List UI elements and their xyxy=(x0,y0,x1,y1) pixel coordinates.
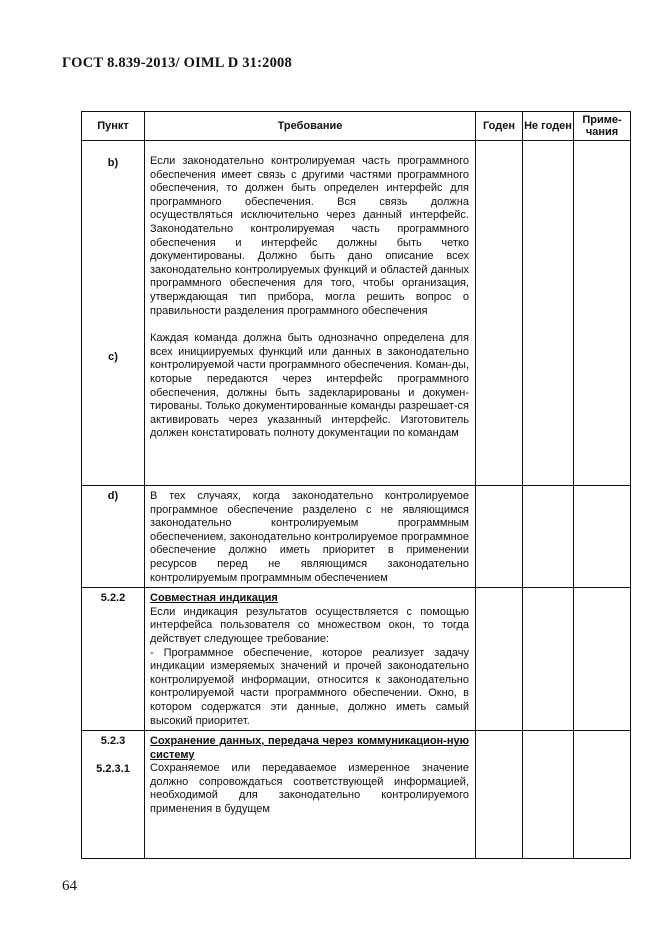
document-header: ГОСТ 8.839-2013/ OIML D 31:2008 xyxy=(62,55,292,71)
requirement-text: Сохраняемое или передаваемое измеренное значение должно сопровождаться соответствующей информацией, необходимой для законодательно контролируемого применения в будущем xyxy=(150,762,469,816)
table-row xyxy=(82,588,631,731)
section-title: Сохранение данных, передача через коммуникацион-ную систему xyxy=(150,735,469,761)
fail-cell xyxy=(523,588,574,731)
column-header-notes: Приме-чания xyxy=(574,112,631,141)
item-number-label: b) xyxy=(107,157,119,169)
notes-cell xyxy=(574,486,631,588)
notes-cell xyxy=(574,588,631,731)
column-header-fail: Не годен xyxy=(523,112,574,141)
requirement-cell xyxy=(145,486,476,588)
item-number: 5.2.2 xyxy=(82,588,145,731)
requirement-bullet: - Программное обеспечение, которое реализует задачу индикации измеряемых значений и прочей законодательно контролируемой информации, относится к законодательно контролируемой части программного обеспечении. Окно, в котором содержатся эти данные, должно иметь самый высокий приоритет. xyxy=(150,646,469,727)
requirement-cell xyxy=(145,588,476,731)
table-row xyxy=(82,141,631,486)
requirement-text: Если индикация результатов осуществляется с помощью интерфейса пользователя со множеством окон, то тогда действует следующее требование: xyxy=(150,605,469,645)
pass-cell xyxy=(476,141,523,486)
fail-cell xyxy=(523,731,574,859)
requirement-cell xyxy=(145,141,476,486)
fail-cell xyxy=(523,486,574,588)
item-number-label: 5.2.3 xyxy=(100,735,126,748)
item-number: d) xyxy=(82,486,145,588)
item-number xyxy=(82,141,145,486)
table-row xyxy=(82,731,631,859)
fail-cell xyxy=(523,141,574,486)
notes-cell xyxy=(574,731,631,859)
requirement-cell xyxy=(145,731,476,859)
column-header-pass: Годен xyxy=(476,112,523,141)
pass-cell xyxy=(476,486,523,588)
table-row xyxy=(82,486,631,588)
pass-cell xyxy=(476,588,523,731)
column-header-requirement: Требование xyxy=(145,112,476,141)
page-number: 64 xyxy=(62,878,77,894)
section-title: Совместная индикация xyxy=(150,592,278,605)
table-header-row xyxy=(82,112,631,141)
notes-cell xyxy=(574,141,631,486)
sub-item-number-label: 5.2.3.1 xyxy=(96,762,130,775)
requirement-text: В тех случаях, когда законодательно контролируемое программное обеспечение разделено с не являющимся законодательно контролируемым программным обеспечением, законодательно контролируемое программное обеспечение должно иметь приоритет в применении ресурсов перед не являющимся законодательно контролируемым программным обеспечением xyxy=(150,490,469,584)
column-header-item: Пункт xyxy=(82,112,145,141)
requirement-text: Если законодательно контролируемая часть программного обеспечения имеет связь с другими частями программного обеспечения, то должен быть определен интерфейс для программного обеспечения. Вся связь должна осуществляться исключительно через данный интерфейс. Законодательно контролируемая часть программного обеспечения и интерфейс должны быть четко документированы. Должно быть дано описание всех законодательно контролируемых функций и областей данных программного обеспечения для того, чтобы организация, утверждающая тип прибора, могла решить вопрос о правильности разделения программного обеспечения xyxy=(150,155,469,317)
pass-cell xyxy=(476,731,523,859)
item-number-label: c) xyxy=(108,350,118,363)
requirements-table xyxy=(81,111,631,859)
requirement-text: Каждая команда должна быть однозначно определена для всех инициируемых функций или данных в законодательно контролируемой части программного обеспечения. Коман-ды, которые передаются через интерфейс программного обеспечения, должны быть задекларированы и докумен-тированы. Только документированные команды разрешает-ся активировать через указанный интерфейс. Изготовитель должен констатировать полноту документации по командам xyxy=(150,332,469,440)
item-number xyxy=(82,731,145,859)
